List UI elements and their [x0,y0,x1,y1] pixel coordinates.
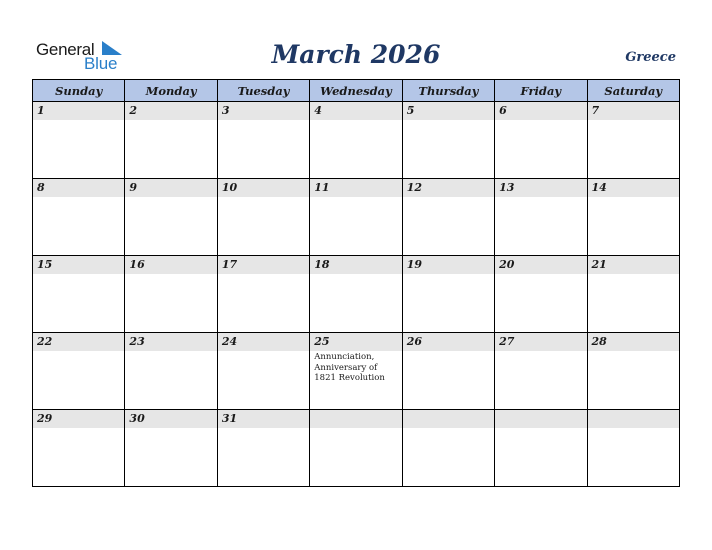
weekday-header: Tuesday [217,80,309,102]
day-number: 17 [218,256,309,274]
day-cell[interactable] [310,333,402,410]
calendar-title: March 2026 [271,40,441,69]
logo-text-general: General [36,40,95,59]
day-number: 9 [125,179,216,197]
day-number: 23 [125,333,216,351]
week-row [33,102,680,179]
week-row [33,256,680,333]
day-number: 1 [33,102,124,120]
day-number: 2 [125,102,216,120]
day-number: 4 [310,102,401,120]
day-cell[interactable] [310,102,402,179]
week-row [33,179,680,256]
day-number: 13 [495,179,586,197]
day-cell[interactable] [587,410,679,487]
day-number: 6 [495,102,586,120]
day-cell[interactable] [33,102,125,179]
day-number [495,410,586,428]
day-number: 25 [310,333,401,351]
day-cell[interactable] [402,410,494,487]
day-cell[interactable] [217,410,309,487]
day-number: 31 [218,410,309,428]
day-number: 28 [588,333,679,351]
day-cell[interactable] [402,102,494,179]
day-cell[interactable] [495,256,587,333]
day-number: 19 [403,256,494,274]
week-row [33,410,680,487]
day-cell[interactable] [125,179,217,256]
day-number: 10 [218,179,309,197]
day-cell[interactable] [310,179,402,256]
day-number: 18 [310,256,401,274]
day-cell[interactable] [310,410,402,487]
day-cell[interactable] [125,410,217,487]
day-cell[interactable] [33,333,125,410]
day-number: 11 [310,179,401,197]
day-cell[interactable] [33,256,125,333]
day-number: 8 [33,179,124,197]
day-cell[interactable] [495,410,587,487]
weekday-header: Thursday [402,80,494,102]
day-cell[interactable] [402,256,494,333]
logo-text-blue: Blue [84,54,118,73]
day-cell[interactable] [217,179,309,256]
day-cell[interactable] [587,256,679,333]
day-number: 21 [588,256,679,274]
weekday-header: Friday [495,80,587,102]
day-cell[interactable] [402,179,494,256]
day-cell[interactable] [217,256,309,333]
day-number [403,410,494,428]
day-number: 29 [33,410,124,428]
day-number: 3 [218,102,309,120]
weekday-header: Monday [125,80,217,102]
day-cell[interactable] [33,410,125,487]
day-cell[interactable] [587,179,679,256]
day-cell[interactable] [495,333,587,410]
day-number: 20 [495,256,586,274]
day-cell[interactable] [125,333,217,410]
day-cell[interactable] [33,179,125,256]
day-number [310,410,401,428]
weekday-header: Wednesday [310,80,402,102]
day-number: 7 [588,102,679,120]
holiday-label: Annunciation, Anniversary of 1821 Revolution [314,352,385,383]
day-number: 16 [125,256,216,274]
calendar-grid [32,79,680,487]
day-cell[interactable] [495,102,587,179]
day-number [588,410,679,428]
day-cell[interactable] [587,333,679,410]
weekday-header: Saturday [587,80,679,102]
day-cell[interactable] [125,256,217,333]
day-number: 5 [403,102,494,120]
day-number: 14 [588,179,679,197]
day-number: 27 [495,333,586,351]
day-cell[interactable] [217,333,309,410]
day-cell[interactable] [217,102,309,179]
weekday-header-row [33,80,680,102]
day-number: 24 [218,333,309,351]
day-number: 15 [33,256,124,274]
day-number: 30 [125,410,216,428]
day-number: 22 [33,333,124,351]
day-number: 12 [403,179,494,197]
day-cell[interactable] [495,179,587,256]
day-cell[interactable] [587,102,679,179]
day-number: 26 [403,333,494,351]
country-label: Greece [625,50,676,65]
weekday-header: Sunday [33,80,125,102]
day-cell[interactable] [125,102,217,179]
day-cell[interactable] [402,333,494,410]
week-row [33,333,680,410]
day-cell[interactable] [310,256,402,333]
